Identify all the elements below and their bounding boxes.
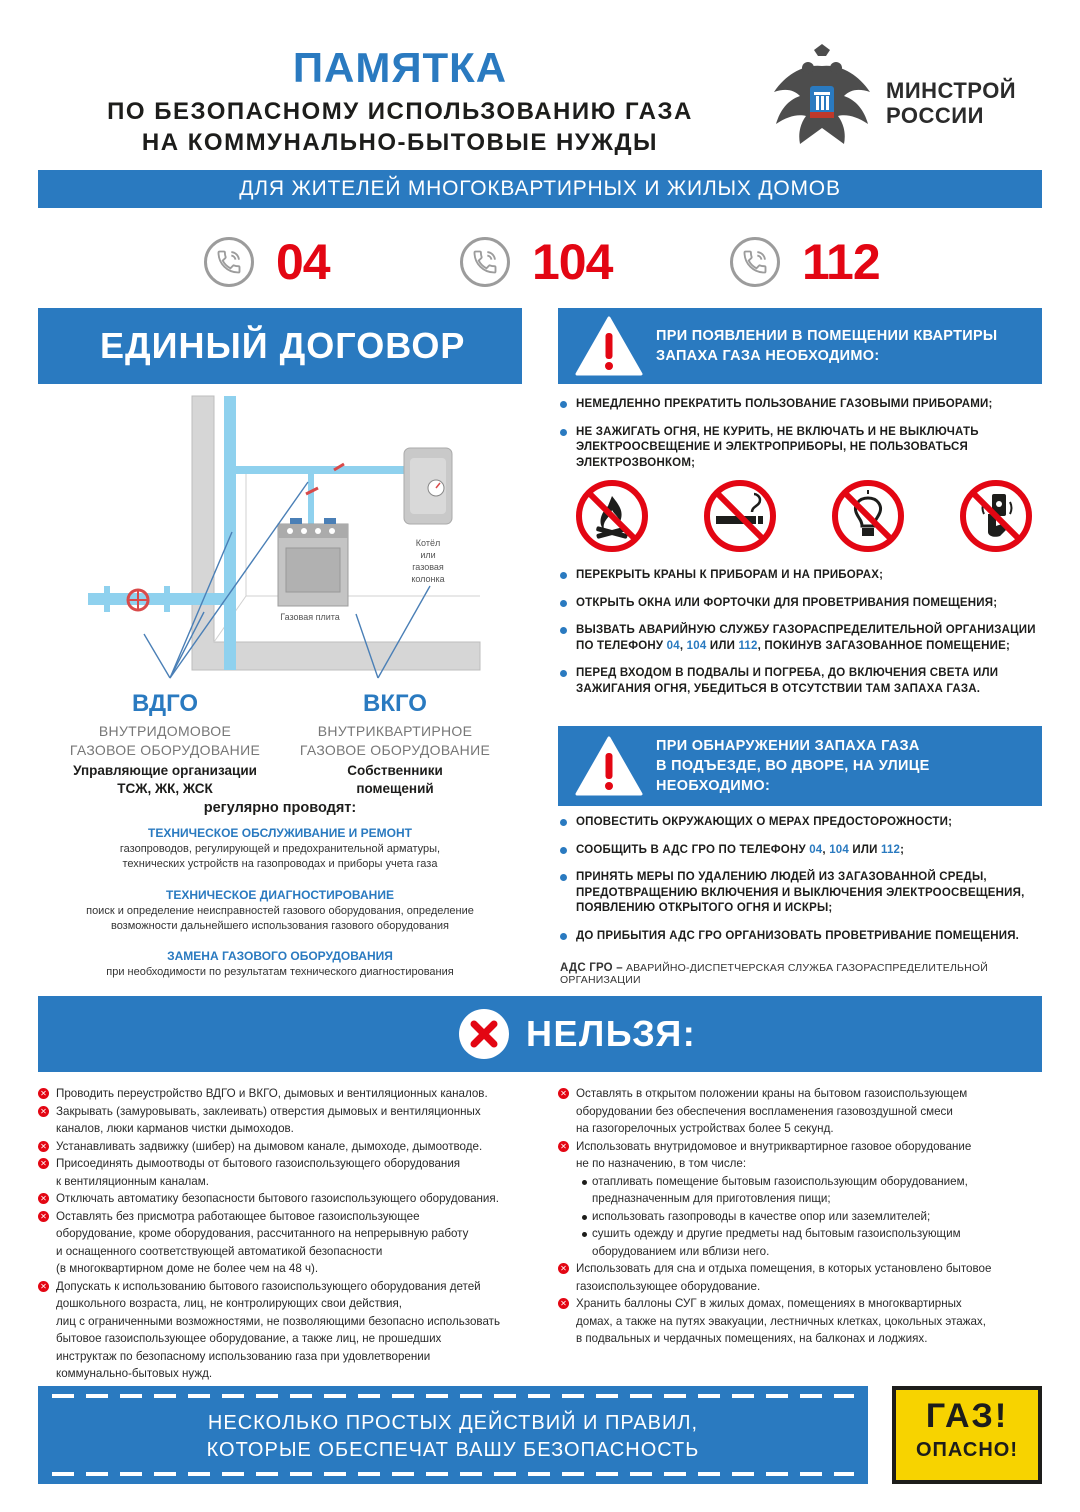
vdgo-owner-line-1: Управляющие организации	[73, 763, 257, 778]
phone-link[interactable]: 104	[829, 843, 849, 856]
service-line: поиск и определение неисправностей газового оборудования, определение	[86, 905, 474, 917]
ministry-line-2: РОССИИ	[886, 103, 984, 128]
label-stove: Газовая плита	[280, 612, 340, 622]
list-item: ✕ Устанавливать задвижку (шибер) на дымовом канале, дымоходе, дымоотводе.	[38, 1139, 538, 1156]
vdgo-abbr: ВДГО	[131, 690, 199, 717]
phone-number: 112	[802, 234, 880, 290]
list-item: каналов, люки карманов чистки дымоходов.	[56, 1122, 294, 1135]
separator: ИЛИ	[706, 639, 739, 652]
gas-danger-sign	[892, 1386, 1042, 1484]
label-boiler-2: или	[420, 550, 436, 560]
list-item: ✕ Допускать к использованию бытового газоиспользующего оборудования детей	[38, 1279, 538, 1296]
ministry-line-1: МИНСТРОЙ	[886, 78, 1017, 103]
forbidden-title: НЕЛЬЗЯ:	[526, 1013, 697, 1054]
label-boiler-3: газовая	[412, 562, 444, 572]
forbidden-list-left	[38, 1086, 538, 1384]
subtitle-line-2: НА КОММУНАЛЬНО-БЫТОВЫЕ НУЖДЫ	[141, 129, 659, 156]
list-item: ✕ Использовать для сна и отдыха помещения, в которых установлено бытовое	[558, 1261, 1042, 1278]
page-title: ПАМЯТКА	[292, 44, 508, 91]
call-text: , ПОКИНУВ ЗАГАЗОВАННОЕ ПОМЕЩЕНИЕ;	[757, 639, 1011, 652]
vkgo-owner	[280, 762, 510, 798]
no-doorbell-icon	[958, 478, 1034, 554]
warning-triangle-icon	[574, 735, 644, 797]
list-item: оборудование, кроме оборудования, рассчитанного на непрерывную работу	[56, 1227, 469, 1240]
label-boiler-1: Котёл	[415, 538, 441, 548]
outdoor-actions-list	[560, 815, 1040, 956]
list-item: ПЕРЕКРЫТЬ КРАНЫ К ПРИБОРАМ И НА ПРИБОРАХ;	[560, 568, 1040, 584]
list-item: оборудовании без обеспечения воспламенения газовоздушной смеси	[576, 1104, 953, 1118]
phone-link[interactable]: 112	[738, 639, 758, 652]
forbidden-list-right	[558, 1086, 1042, 1349]
list-item: не по назначению, в том числе:	[576, 1157, 747, 1170]
list-item: бытовое газоиспользующее оборудование, а также лиц, не прошедших	[56, 1332, 442, 1345]
list-item: газоиспользующее оборудование.	[576, 1279, 761, 1293]
no-fire-icon	[574, 478, 650, 554]
service-line: при необходимости по результатам технического диагностирования	[106, 966, 454, 978]
list-item: дошкольного возраста, лиц, не контролирующих свои действия,	[56, 1297, 403, 1310]
list-item: ✕ Закрывать (замуровывать, заклеивать) отверстия дымовых и вентиляционных	[38, 1104, 538, 1121]
phone-link[interactable]: 04	[809, 843, 823, 856]
list-item: ✕ Проводить переустройство ВДГО и ВКГО, дымовых и вентиляционных каналов.	[38, 1086, 538, 1103]
dash-line	[52, 1472, 854, 1476]
vdgo-owner-line-2: ТСЖ, ЖК, ЖСК	[117, 781, 213, 796]
call-text: СООБЩИТЬ В АДС ГРО ПО ТЕЛЕФОНУ	[576, 843, 810, 856]
prohibition-signs	[574, 478, 1034, 554]
list-item: ✕ Присоединять дымоотводы от бытового газоиспользующего оборудования	[38, 1156, 538, 1173]
phone-112[interactable]	[730, 232, 880, 292]
vkgo-line-1: ВНУТРИКВАРТИРНОЕ	[317, 723, 473, 739]
sub-list-item: отапливать помещение бытовым газоиспользующим оборудованием,	[558, 1174, 1042, 1191]
list-item: ✕ Оставлять без присмотра работающее бытовое газоиспользующее	[38, 1209, 538, 1226]
regular-label: регулярно проводят:	[203, 800, 357, 816]
service-text	[50, 904, 510, 934]
outdoor-warning-banner	[558, 726, 1042, 806]
list-item-call	[560, 623, 1040, 654]
call-text: ;	[900, 843, 905, 856]
no-smoking-icon	[702, 478, 778, 554]
sub-list-item: использовать газопроводы в качестве опор или заземлителей;	[558, 1209, 1042, 1226]
phone-icon	[730, 237, 780, 287]
subtitle-line-1: ПО БЕЗОПАСНОМУ ИСПОЛЬЗОВАНИЮ ГАЗА	[107, 98, 693, 125]
apartment-warning-banner	[558, 308, 1042, 384]
service-line: газопроводов, регулирующей и предохранительной арматуры,	[119, 843, 441, 855]
list-item: ✕ Использовать внутридомовое и внутриквартирное газовое оборудование	[558, 1139, 1042, 1156]
list-item: на газогорелочных устройствах более 5 секунд.	[576, 1122, 834, 1135]
list-item: оборудованием или вблизи него.	[592, 1244, 770, 1258]
service-heading: ЗАМЕНА ГАЗОВОГО ОБОРУДОВАНИЯ	[167, 949, 393, 963]
list-item: домах, а также на путях эвакуации, лестничных клетках, цокольных этажах,	[576, 1314, 986, 1328]
sign-line-1: ГАЗ!	[925, 1397, 1009, 1435]
audience-strip: ДЛЯ ЖИТЕЛЕЙ МНОГОКВАРТИРНЫХ И ЖИЛЫХ ДОМОВ	[38, 170, 1042, 208]
list-item: ✕ Оставлять в открытом положении краны на бытовом газоиспользующем	[558, 1086, 1042, 1103]
no-light-icon	[830, 478, 906, 554]
forbidden-x-icon	[458, 1008, 510, 1060]
forbidden-banner	[38, 996, 1042, 1072]
warning-triangle-icon	[574, 315, 644, 377]
list-item: ✕ Отключать автоматику безопасности бытового газоиспользующего оборудования.	[38, 1191, 538, 1208]
footer-banner	[38, 1386, 868, 1484]
vdgo-line-2: ГАЗОВОЕ ОБОРУДОВАНИЕ	[69, 742, 261, 758]
apartment-actions-list-2	[560, 568, 1040, 709]
ministry-name	[886, 78, 1016, 128]
vkgo-abbr: ВКГО	[363, 690, 427, 717]
list-item: ПРИНЯТЬ МЕРЫ ПО УДАЛЕНИЮ ЛЮДЕЙ ИЗ ЗАГАЗОВАННОЙ СРЕДЫ, ПРЕДОТВРАЩЕНИЮ ВКЛЮЧЕНИЯ И ВЫКЛЮЧЕНИЯ ЭЛЕКТРООСВЕЩЕНИЯ, ПОЯВЛЕНИЮ ОТКРЫТОГО ОГНЯ И ИСКРЫ;	[560, 870, 1040, 917]
list-item: НЕ ЗАЖИГАТЬ ОГНЯ, НЕ КУРИТЬ, НЕ ВКЛЮЧАТЬ И НЕ ВЫКЛЮЧАТЬ ЭЛЕКТРООСВЕЩЕНИЕ И ЭЛЕКТРОПРИБОРЫ, НЕ ПОЛЬЗОВАТЬСЯ ЭЛЕКТРОЗВОНКОМ;	[560, 425, 1040, 472]
list-item: и оснащенного соответствующей автоматикой безопасности	[56, 1244, 383, 1258]
title-line: В ПОДЪЕЗДЕ, ВО ДВОРЕ, НА УЛИЦЕ	[656, 758, 930, 774]
ads-gro-footnote	[560, 962, 1040, 986]
vdgo-description	[50, 722, 280, 760]
footer-line-1: НЕСКОЛЬКО ПРОСТЫХ ДЕЙСТВИЙ И ПРАВИЛ,	[207, 1412, 699, 1434]
label-boiler-4: колонка	[411, 574, 445, 584]
list-item: инструктаж по безопасному использованию газа при удовлетворении	[56, 1349, 431, 1363]
separator: ИЛИ	[849, 843, 881, 856]
title-line: НЕОБХОДИМО:	[656, 778, 771, 794]
apartment-warning-title	[656, 326, 997, 366]
phone-icon	[204, 237, 254, 287]
list-item: ПЕРЕД ВХОДОМ В ПОДВАЛЫ И ПОГРЕБА, ДО ВКЛЮЧЕНИЯ СВЕТА ИЛИ ЗАЖИГАНИЯ ОГНЯ, УБЕДИТЬСЯ В ОТСУТСТВИИ ТАМ ЗАПАХА ГАЗА.	[560, 666, 1040, 697]
title-line: ЗАПАХА ГАЗА НЕОБХОДИМО:	[656, 348, 880, 364]
contract-banner: ЕДИНЫЙ ДОГОВОР	[38, 308, 522, 384]
apartment-actions-list	[560, 397, 1040, 483]
vkgo-description	[280, 722, 510, 760]
outdoor-warning-title	[656, 736, 930, 796]
vdgo-owner	[50, 762, 280, 798]
gas-equipment-diagram	[38, 390, 522, 690]
phone-number: 04	[276, 234, 330, 290]
vkgo-line-2: ГАЗОВОЕ ОБОРУДОВАНИЕ	[299, 742, 491, 758]
footer-text	[38, 1410, 868, 1464]
service-line: технических устройств на газопроводах и приборы учета газа	[122, 858, 438, 870]
list-item: к вентиляционным каналам.	[56, 1174, 209, 1188]
separator: ,	[822, 843, 830, 856]
service-text	[50, 842, 510, 872]
list-item: (в многоквартирном доме не более чем на 48 ч).	[56, 1262, 319, 1275]
phone-04[interactable]	[204, 232, 330, 292]
phone-link[interactable]: 104	[686, 639, 707, 652]
ads-text: АВАРИЙНО-ДИСПЕТЧЕРСКАЯ СЛУЖБА ГАЗОРАСПРЕДЕЛИТЕЛЬНОЙ ОРГАНИЗАЦИИ	[560, 962, 989, 986]
sign-line-2: ОПАСНО!	[916, 1439, 1018, 1461]
vkgo-owner-line-2: помещений	[356, 781, 434, 796]
title-line: ПРИ ОБНАРУЖЕНИИ ЗАПАХА ГАЗА	[656, 738, 920, 754]
service-heading: ТЕХНИЧЕСКОЕ ОБСЛУЖИВАНИЕ И РЕМОНТ	[148, 826, 412, 840]
phone-link[interactable]: 04	[666, 639, 680, 652]
separator: ,	[679, 639, 687, 652]
list-item: ОПОВЕСТИТЬ ОКРУЖАЮЩИХ О МЕРАХ ПРЕДОСТОРОЖНОСТИ;	[560, 815, 1040, 831]
list-item: ДО ПРИБЫТИЯ АДС ГРО ОРГАНИЗОВАТЬ ПРОВЕТРИВАНИЕ ПОМЕЩЕНИЯ.	[560, 929, 1040, 945]
phone-link[interactable]: 112	[881, 843, 901, 856]
ads-abbr: АДС ГРО –	[560, 962, 623, 974]
list-item: НЕМЕДЛЕННО ПРЕКРАТИТЬ ПОЛЬЗОВАНИЕ ГАЗОВЫМИ ПРИБОРАМИ;	[560, 397, 1040, 413]
service-text	[50, 965, 510, 980]
phone-icon	[460, 237, 510, 287]
dash-line	[52, 1394, 854, 1398]
phone-number: 104	[532, 234, 613, 290]
list-item-call	[560, 843, 1040, 859]
service-heading: ТЕХНИЧЕСКОЕ ДИАГНОСТИРОВАНИЕ	[166, 888, 394, 902]
footer-line-2: КОТОРЫЕ ОБЕСПЕЧАТ ВАШУ БЕЗОПАСНОСТЬ	[206, 1439, 700, 1461]
vkgo-owner-line-1: Собственники	[347, 763, 443, 778]
page-subtitle	[60, 96, 740, 158]
list-item: в подвальных и чердачных помещениях, на балконах и лоджиях.	[576, 1332, 928, 1345]
vdgo-line-1: ВНУТРИДОМОВОЕ	[98, 723, 232, 739]
list-item: ✕ Хранить баллоны СУГ в жилых домах, помещениях в многоквартирных	[558, 1296, 1042, 1313]
list-item: ОТКРЫТЬ ОКНА ИЛИ ФОРТОЧКИ ДЛЯ ПРОВЕТРИВАНИЯ ПОМЕЩЕНИЯ;	[560, 596, 1040, 612]
list-item: лиц с ограниченными возможностями, не позволяющими безопасно использовать	[56, 1314, 501, 1328]
service-line: возможности дальнейшего использования газового оборудования	[110, 920, 450, 932]
call-text: ВЫЗВАТЬ АВАРИЙНУЮ СЛУЖБУ ГАЗОРАСПРЕДЕЛИТЕЛЬНОЙ ОРГАНИЗАЦИИ ПО ТЕЛЕФОНУ	[576, 624, 1036, 652]
sub-list-item: сушить одежду и другие предметы над бытовым газоиспользующим	[558, 1226, 1042, 1243]
list-item: коммунально-бытовых нужд.	[56, 1367, 213, 1380]
title-line: ПРИ ПОЯВЛЕНИИ В ПОМЕЩЕНИИ КВАРТИРЫ	[656, 328, 998, 344]
list-item: предназначенным для приготовления пищи;	[592, 1192, 831, 1205]
phone-104[interactable]	[460, 232, 612, 292]
